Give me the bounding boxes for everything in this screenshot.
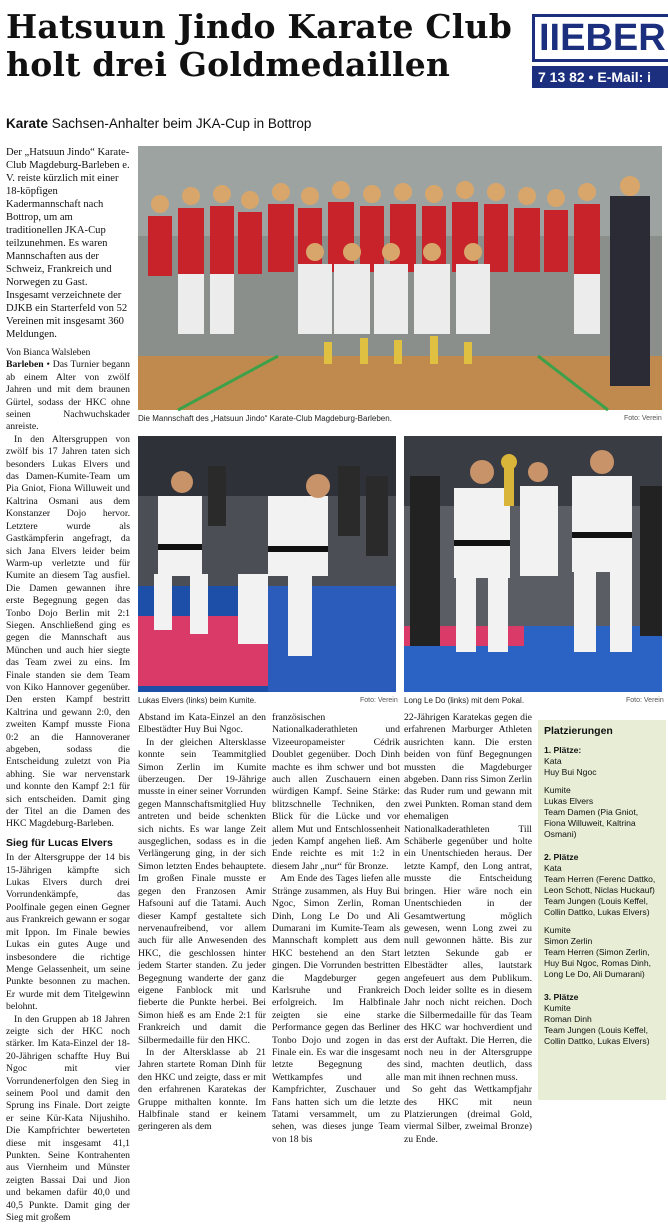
placement-entry: Team Herren (Ferenc Dattko, Leon Schott, Niclas Huckauf)	[544, 874, 656, 895]
subhead-kicker: Karate	[6, 116, 49, 131]
article-paragraph: So geht das Wettkampfjahr des HKC mit neun Platzierungen (dreimal Gold, viermal Silber, zweimal Bronze) zu Ende.	[404, 1084, 532, 1145]
ad-name: IIEBER	[532, 14, 668, 62]
team-photo-credit: Foto: Verein	[624, 415, 662, 422]
placement-heading: 1. Plätze:	[544, 745, 582, 755]
kumite-photo	[138, 436, 396, 692]
team-group-photo-image	[138, 146, 662, 410]
discipline-label: Kumite	[544, 925, 571, 935]
subhead-text: Sachsen-Anhalter beim JKA-Cup in Bottrop	[51, 116, 312, 131]
trophy-photo	[404, 436, 662, 692]
article-paragraph: 22-Jährigen Karatekas gegen die erfahrenen Marburger Athleten ausrichten kann. Die ersten beiden von fünf Begegnungen mussten die Magdeburger abgeben. Dann riss Simon Zerlin das Ruder rum und gewann mit zwei Punkten. Roman stand dem ehemaligen Nationalkaderathleten Till Schäberle gegenüber und holte ein Unentschieden heraus. Der letzte Kampf, den Long antrat, musste die Entscheidung bringen. Hier wäre noch ein Unentschieden in der Gesamtwertung möglich gewesen, wenn Long zwei zu null gewonnen hätte. Bis zur letzten Sekunde gab er Elbestädter alles, lautstark angefeuert aus dem Publikum. Doch leider sollte es in diesem Jahr noch nicht reichen. Doch die Silbermedaille für das Team des HKC war hochverdient und erst der Auftakt. Die Herren, die noch neu in der Altersgruppe sind, machten deutlich, dass man mit ihnen rechnen muss.	[404, 712, 532, 1083]
kumite-photo-caption: Lukas Elvers (links) beim Kumite.	[138, 696, 257, 705]
discipline-label: Kumite	[544, 785, 571, 795]
article-headline	[6, 8, 526, 84]
byline	[6, 347, 130, 359]
placement-entry: Huy Bui Ngoc	[544, 767, 597, 777]
sidebar-title: Platzierungen	[544, 725, 613, 737]
article-column-1	[6, 146, 130, 1224]
byline-lead-text: Das Turnier begann ab einem Alter von zwölf Jahren und mit dem braunen Gürtel, sodass der HKC ohne seinen Nachwuchskader anreiste.	[6, 359, 130, 433]
article-paragraph: In den Altersgruppen von zwölf bis 17 Jahren taten sich besonders Lukas Elvers und das Damen-Kumite-Team um Pia Gniot, Fiona Willuweit und Kaltrina Osmani aus dem Konstanzer Dojo hervor. Letztere wurde als Gastkämpferin angefragt, da sich Jana Elvers leider beim Warm-up verletzte und für Kumite an diesem Tag ausfiel. Die Damen gewannen ihre erste Begegnung gegen das Tonbo Dojo Berlin mit 2:1 Siegen. Anschließend ging es gegen die Mannschaft aus München und auch hier siegte das Team zwei zu eins. Im Finale standen sie dem Team von Kiko Hannover gegenüber. Den ersten Kampf bestritt Kaltrina und gewann 2:0, den zweiten Kampf musste Fiona 0:2 an die Hannoveraner abgeben, sodass die Entscheidung zuletzt von Pia abhing. Sie war nervenstark und konnte den Kampf 2:1 für sich entscheiden. Damit ging der Titel an die Damen des HKC Magdeburg-Barleben.	[6, 433, 130, 830]
placement-entry: Simon Zerlin	[544, 936, 593, 946]
article-paragraph: In der Altersklasse ab 21 Jahren startete Roman Dinh für den HKC und zeigte, dass er mit den erfahrenen Karatekas der Gruppe mithalten konnte. Im Halbfinale stand er keinem geringeren als dem	[138, 1046, 266, 1133]
article-column-2	[138, 712, 266, 1133]
article-subheading: Sieg für Lucas Elvers	[6, 836, 113, 849]
placement-heading: 3. Plätze	[544, 992, 579, 1002]
article-paragraph: Abstand im Kata-Einzel an den Elbestädter Huy Bui Ngoc.	[138, 712, 266, 736]
kumite-photo-image	[138, 436, 396, 692]
placement-entry: Team Jungen (Louis Keffel, Collin Dattko, Lukas Elvers)	[544, 896, 650, 917]
placement-entry: Lukas Elvers	[544, 796, 594, 806]
headline-line-1: Hatsuun Jindo Karate Club	[6, 7, 512, 46]
headline-line-2: holt drei Goldmedaillen	[6, 45, 451, 84]
trophy-photo-caption: Long Le Do (links) mit dem Pokal.	[404, 696, 525, 705]
article-paragraph: In der Altersgruppe der 14 bis 15-Jährigen kämpfte sich Lukas Elvers durch drei Vorrundenkämpfe, das Poolfinale gegen einen Gegner aus Frankreich gewann er sogar mit Ippon. Im Finale bewies Lukas ein gutes Auge und insbesondere die richtige Menge Gelassenheit, um seine Punkte besonnen zu machen. Er wurde mit dem Titelgewinn belohnt.	[6, 852, 130, 1013]
placement-entry: Team Herren (Simon Zerlin, Huy Bui Ngoc, Romas Dinh, Long Le Do, Ali Dumarani)	[544, 947, 651, 979]
article-paragraph: In den Gruppen ab 18 Jahren zeigte sich der HKC noch stärker. Im Kata-Einzel der 18-20-Jährigen schaffte Huy Bui Ngoc mit vier Vorrundenerfolgen den Sieg in seinem Pool und damit den Sprung ins Finale. Dort zeigte er seine Kür-Kata Nijushiho. Die Kampfrichter bewerteten diese mit insgesamt 41,1 Punkten. Seine Kontrahenten aus Viernheim und Münster zeigten Bassai Dai und Jion und bekamen dafür 40,0 und 40,5 Punkte. Damit ging der Sieg mit großem	[6, 1013, 130, 1224]
placements-sidebar	[538, 720, 666, 1100]
placement-entry: Team Damen (Pia Gniot, Fiona Willuweit, Kaltrina Osmani)	[544, 807, 639, 839]
byline-place: Barleben	[6, 359, 44, 371]
byline-lead: Barleben • Das Turnier begann ab einem Alter von zwölf Jahren und mit dem braunen Gürtel, sodass der HKC ohne seinen Nachwuchskader anreiste.	[6, 359, 130, 433]
kumite-photo-credit: Foto: Verein	[360, 697, 398, 704]
article-paragraph: In der gleichen Altersklasse konnte sein Teammitglied Simon Zerlin im Kumite überzeugen. Der 19-Jährige musste in einer seiner Vorrunden gegen Mannschaftsmitglied Huy antreten und beide schenkten sich nichts. Es war lange Zeit ausgeglichen, sodass es in die Verlängerung ging, in der sich Simon letzten Endes behauptete. Im großen Finale musste er gegen den Franzosen Amir Hafsouni auf die Tatami. Auch dieser Kampf gestaltete sich nervenaufreibend, vor allem auch für alle Anwesenden des HKC, die geschlossen hinter jedem Starter standen. Zu jeder Begegnung wanderte der ganz eigene Fanblock mit und fieberte die Punkte herbei. Bei Simon hieß es am Ende 2:1 für Frankreich und damit die Silbermedaille für den HKC.	[138, 736, 266, 1046]
article-paragraph: Am Ende des Tages liefen alle Stränge zusammen, als Huy Bui Ngoc, Simon Zerlin, Roman Dinh, Long Le Do und Ali Dumarani im Kumite-Team als Mannschaft komplett aus dem HKC bestehend an den Start gingen. Die Vorrunden bestritten die Magdeburger gegen Karlsruhe und Frankreich erfolgreich. Im Halbfinale zeigten sie eine starke Performance gegen das Berliner Tonbo Dojo und zogen in das Finale ein. Es war die insgesamt letzte Begegnung des Wettkampfes und alle Kampfrichter, Zuschauer und Fans hatten sich um die letzte Tatami versammelt, um zu sehen, was dieses junge Team von 18 bis	[272, 873, 400, 1145]
article-column-3	[272, 712, 400, 1145]
discipline-label: Kumite	[544, 1003, 571, 1013]
article-paragraph: französischen Nationalkaderathleten und Vizeeuropameister Cédrik Doublet gegenüber. Doch Dinh machte es ihm schwer und bot auch allen Zuschauern einen würdigen Kampf. Seine Stärke: blitzschnelle Techniken, den Blick für die Lücke und vor allem Mut und Entschlossenheit jeden Kampf angehen ließ. Am Ende reichte es mit 1:2 in diesem Jahr „nur“ für Bronze.	[272, 712, 400, 872]
team-group-photo	[138, 146, 662, 410]
trophy-photo-image	[404, 436, 662, 692]
placement-entry: Roman Dinh	[544, 1014, 592, 1024]
ad-contact: 7 13 82 • E-Mail: i	[532, 66, 668, 88]
placement-entry: Team Jungen (Louis Keffel, Collin Dattko, Lukas Elvers)	[544, 1025, 650, 1046]
trophy-photo-credit: Foto: Verein	[626, 697, 664, 704]
article-intro: Der „Hatsuun Jindo“ Karate-Club Magdeburg-Barleben e. V. reiste kürzlich mit einer 18-köpfigen Kadermannschaft nach Bottrop, um am traditionellen JKA-Cup teilzunehmen. Es waren Mannschaften aus der Schweiz, Frankreich und Norwegen zu Gast. Insgesamt verzeichnete der DJKB ein Starterfeld von 52 Vereinen mit insgesamt 360 Meldungen.	[6, 147, 130, 340]
placement-heading: 2. Plätze	[544, 852, 579, 862]
byline-author: Von Bianca Walsleben	[6, 348, 91, 358]
article-subhead	[6, 116, 311, 131]
advertisement	[532, 8, 668, 88]
discipline-label: Kata	[544, 756, 562, 766]
discipline-label: Kata	[544, 863, 562, 873]
article-column-4	[404, 712, 532, 1145]
team-photo-caption: Die Mannschaft des „Hatsuun Jindo“ Karate-Club Magdeburg-Barleben.	[138, 414, 392, 423]
